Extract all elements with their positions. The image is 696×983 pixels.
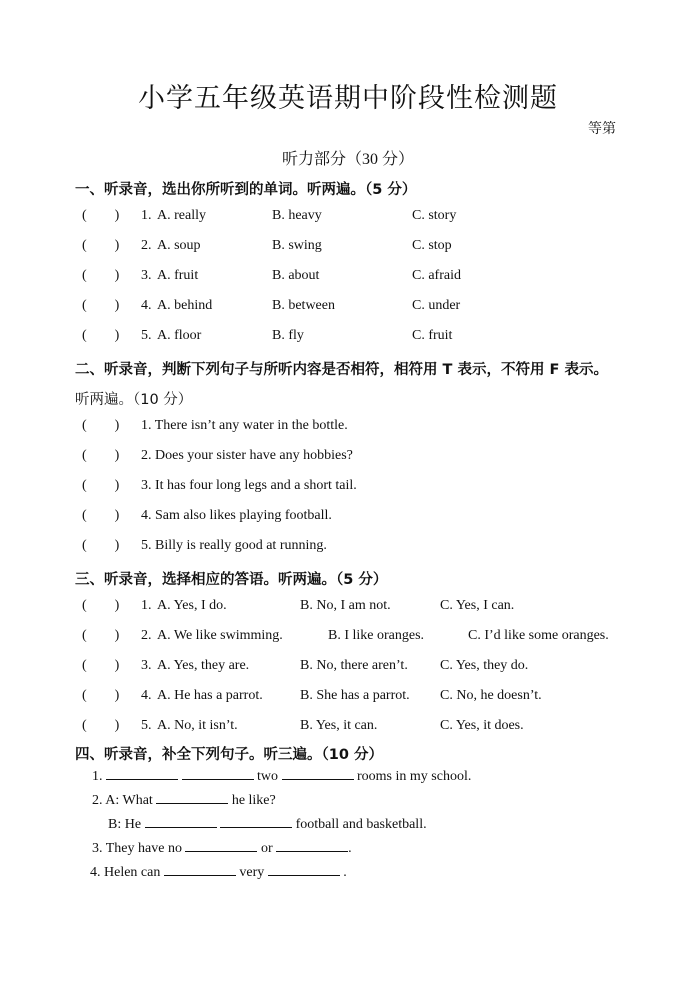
option-a: A. fruit [157,268,199,283]
option-c: C. under [412,298,461,313]
option-a: A. behind [157,298,213,313]
section-2-heading: 二、听录音，判断下列句子与所听内容是否相符，相符用 T 表示，不符用 F 表示。 [75,362,608,378]
option-b: B. Yes, it can. [300,718,378,733]
fill-text: very [239,865,265,880]
item-number: 3. [92,841,103,856]
option-b: B. between [272,298,335,313]
answer-paren[interactable]: ( ) [82,538,120,553]
fill-line-4 [90,863,347,881]
answer-paren[interactable]: ( ) [82,238,120,253]
option-a: A. Yes, they are. [157,658,250,673]
blank-input[interactable] [156,791,228,804]
option-b: B. I like oranges. [328,628,425,643]
statement: 4. Sam also likes playing football. [141,508,332,523]
option-c: C. story [412,208,457,223]
option-b: B. heavy [272,208,322,223]
blank-input[interactable] [268,863,340,876]
option-c: C. No, he doesn’t. [440,688,542,703]
option-b: B. swing [272,238,322,253]
fill-text: two [257,769,278,784]
option-a: A. floor [157,328,202,343]
option-a: A. really [157,208,206,223]
answer-paren[interactable]: ( ) [82,298,120,313]
grade-label: 等第 [588,122,616,137]
page-title: 小学五年级英语期中阶段性检测题 [138,83,558,113]
item-number: 2. [141,628,152,643]
section-1-heading: 一、听录音，选出你所听到的单词。听两遍。（5 分） [75,182,417,198]
option-c: C. afraid [412,268,461,283]
fill-text: Helen can [104,865,161,880]
blank-input[interactable] [282,767,354,780]
item-number: 2. [141,238,152,253]
answer-paren[interactable]: ( ) [82,598,120,613]
item-number: 4. [141,298,152,313]
section-4-heading: 四、听录音，补全下列句子。听三遍。（10 分） [75,747,383,763]
answer-paren[interactable]: ( ) [82,328,120,343]
item-number: 5. [141,718,152,733]
option-c: C. I’d like some oranges. [468,628,609,643]
fill-line-2a [92,791,276,809]
option-b: B. No, I am not. [300,598,391,613]
answer-paren[interactable]: ( ) [82,448,120,463]
fill-text: . [343,865,347,880]
answer-paren[interactable]: ( ) [82,628,120,643]
fill-text: A: What [105,793,153,808]
fill-line-1 [92,767,471,785]
statement: 1. There isn’t any water in the bottle. [141,418,348,433]
item-number: 1. [141,208,152,223]
listening-part-title: 听力部分（30 分） [281,151,414,168]
fill-line-3 [92,839,352,857]
item-number: 1. [92,769,103,784]
item-number: 4. [141,688,152,703]
fill-text: They have no [105,841,182,856]
item-number: 2. [92,793,103,808]
answer-paren[interactable]: ( ) [82,208,120,223]
statement: 3. It has four long legs and a short tail. [141,478,357,493]
fill-text: . [348,841,352,856]
fill-text: he like? [231,793,276,808]
answer-paren[interactable]: ( ) [82,508,120,523]
option-c: C. Yes, it does. [440,718,524,733]
answer-paren[interactable]: ( ) [82,418,120,433]
section-2-heading-cont: 听两遍。（10 分） [75,392,193,408]
item-number: 3. [141,268,152,283]
blank-input[interactable] [220,815,292,828]
option-c: C. Yes, I can. [440,598,515,613]
item-number: 4. [90,865,101,880]
answer-paren[interactable]: ( ) [82,478,120,493]
answer-paren[interactable]: ( ) [82,268,120,283]
statement: 5. Billy is really good at running. [141,538,327,553]
blank-input[interactable] [185,839,257,852]
section-3-heading: 三、听录音，选择相应的答语。听两遍。（5 分） [75,572,388,588]
option-b: B. No, there aren’t. [300,658,408,673]
option-a: A. soup [157,238,201,253]
item-number: 5. [141,328,152,343]
option-a: A. He has a parrot. [157,688,263,703]
option-a: A. Yes, I do. [157,598,227,613]
option-b: B. She has a parrot. [300,688,410,703]
answer-paren[interactable]: ( ) [82,658,120,673]
blank-input[interactable] [276,839,348,852]
fill-text: rooms in my school. [357,769,472,784]
fill-text: B: He [108,817,142,832]
option-b: B. about [272,268,320,283]
blank-input[interactable] [145,815,217,828]
answer-paren[interactable]: ( ) [82,718,120,733]
option-a: A. No, it isn’t. [157,718,238,733]
option-a: A. We like swimming. [157,628,283,643]
fill-line-2b [108,815,427,833]
option-c: C. stop [412,238,452,253]
fill-text: or [260,841,273,856]
blank-input[interactable] [106,767,178,780]
option-c: C. fruit [412,328,453,343]
statement: 2. Does your sister have any hobbies? [141,448,353,463]
fill-text: football and basketball. [295,817,427,832]
option-c: C. Yes, they do. [440,658,529,673]
option-b: B. fly [272,328,304,343]
item-number: 3. [141,658,152,673]
blank-input[interactable] [164,863,236,876]
answer-paren[interactable]: ( ) [82,688,120,703]
blank-input[interactable] [182,767,254,780]
item-number: 1. [141,598,152,613]
